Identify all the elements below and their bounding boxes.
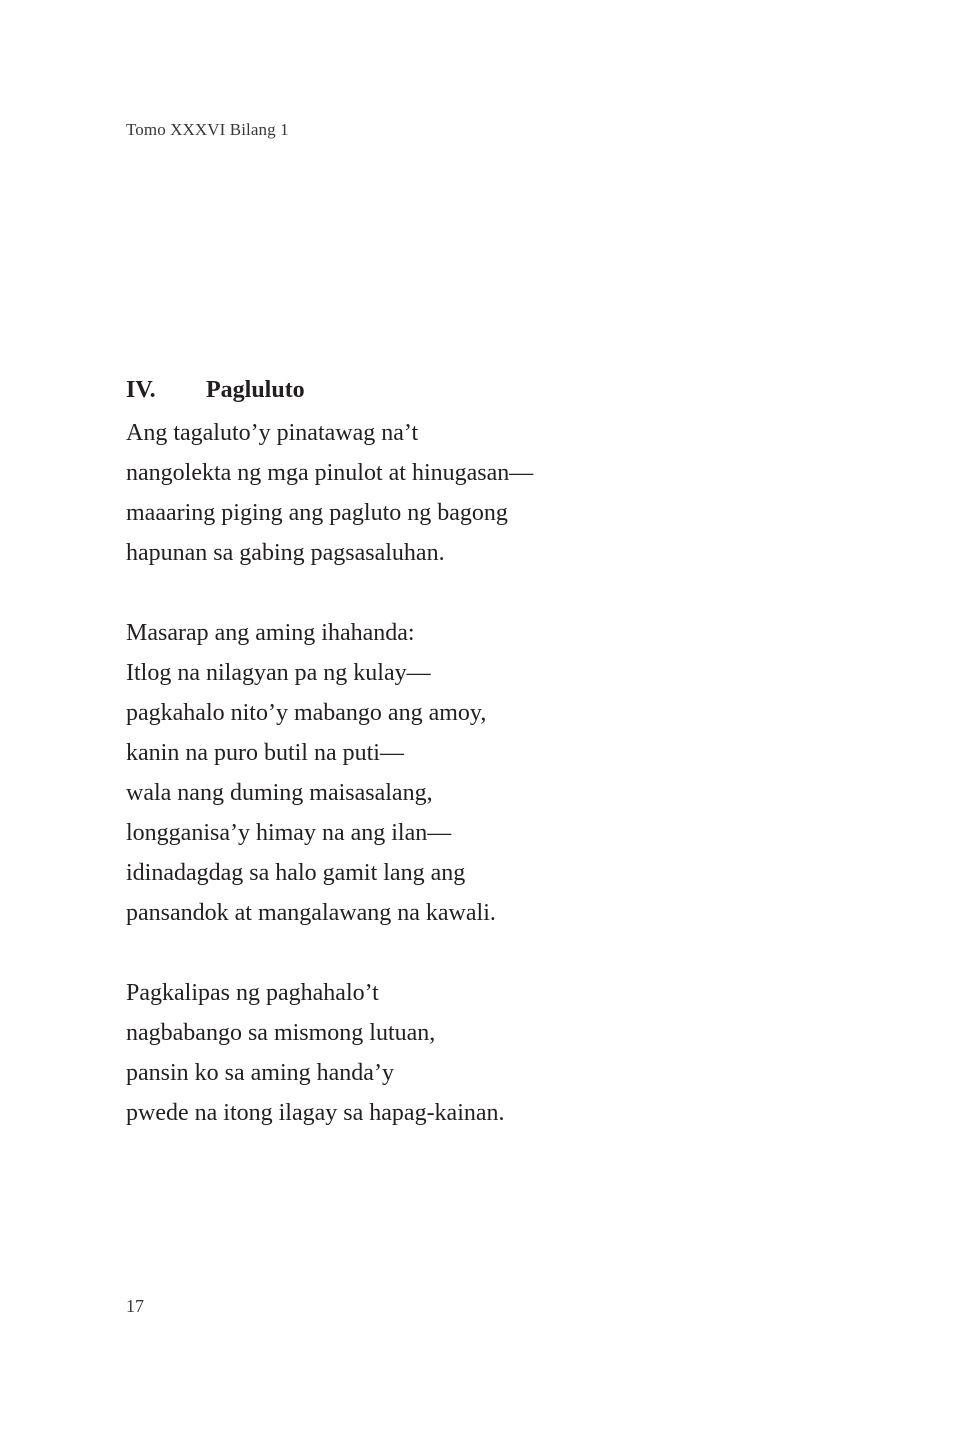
stanza (126, 413, 533, 573)
section-title: Pagluluto (206, 377, 305, 403)
poem-body (126, 413, 533, 1133)
poem-line: pwede na itong ilagay sa hapag-kainan. (126, 1100, 505, 1126)
page-number: 17 (126, 1296, 144, 1316)
section-heading (126, 373, 305, 407)
poem-line: nagbabango sa mismong lutuan, (126, 1020, 436, 1046)
section-numeral: IV. (126, 377, 156, 403)
stanza (126, 613, 533, 933)
poem-line: maaaring piging ang pagluto ng bagong (126, 500, 508, 526)
poem-line: Pagkalipas ng paghahalo’t (126, 980, 379, 1006)
poem-line: wala nang duming maisasalang, (126, 780, 433, 806)
poem-line: Itlog na nilagyan pa ng kulay— (126, 660, 431, 686)
poem-line: Masarap ang aming ihahanda: (126, 620, 415, 646)
poem-line: pagkahalo nito’y mabango ang amoy, (126, 700, 487, 726)
poem-line: longganisa’y himay na ang ilan— (126, 820, 452, 846)
poem-line: idinadagdag sa halo gamit lang ang (126, 860, 466, 886)
poem-line: kanin na puro butil na puti— (126, 740, 404, 766)
poem-line: pansin ko sa aming handa’y (126, 1060, 394, 1086)
running-header: Tomo XXXVI Bilang 1 (126, 120, 289, 139)
poem-line: hapunan sa gabing pagsasaluhan. (126, 540, 445, 566)
poem-line: nangolekta ng mga pinulot at hinugasan— (126, 460, 534, 486)
poem-line: Ang tagaluto’y pinatawag na’t (126, 420, 419, 446)
poem-line: pansandok at mangalawang na kawali. (126, 900, 496, 926)
stanza (126, 973, 533, 1133)
